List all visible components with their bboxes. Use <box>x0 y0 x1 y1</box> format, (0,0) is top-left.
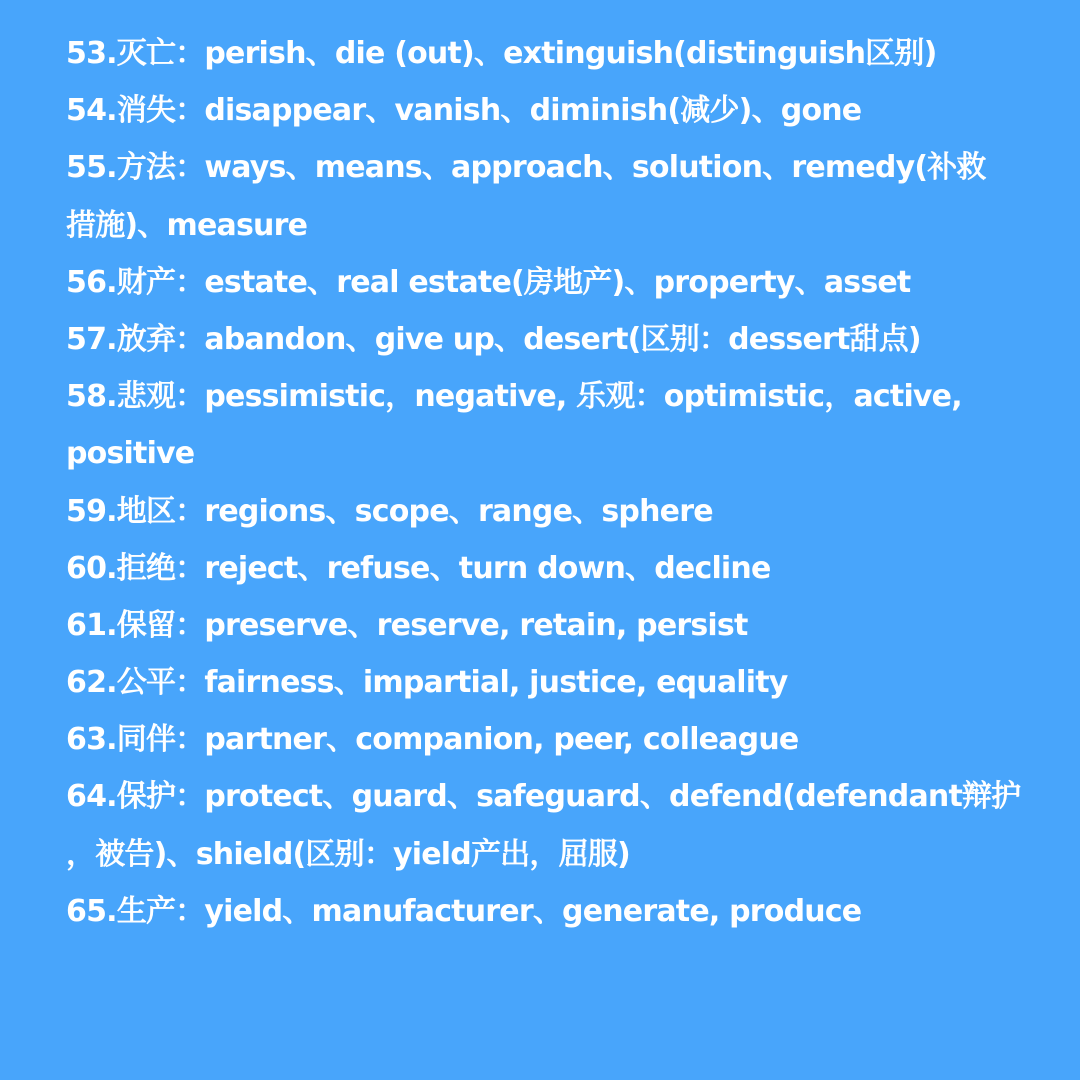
entry-55-line-2: 措施)、measure <box>66 207 308 243</box>
entry-64-line-1: 64.保护：protect、guard、safeguard、defend(defendant辩护 <box>66 779 1021 815</box>
entry-63-line: 63.同伴：partner、companion, peer, colleague <box>66 722 799 758</box>
entry-57-line: 57.放弃：abandon、give up、desert(区别：dessert甜点) <box>66 321 921 357</box>
entry-58-line-1: 58.悲观：pessimistic，negative, 乐观：optimistic，active, <box>66 379 962 415</box>
entry-62-line: 62.公平：fairness、impartial, justice, equality <box>66 665 788 701</box>
entry-60-line: 60.拒绝：reject、refuse、turn down、decline <box>66 550 771 586</box>
entry-56-line: 56.财产：estate、real estate(房地产)、property、asset <box>66 264 911 300</box>
entry-54-line: 54.消失：disappear、vanish、diminish(减少)、gone <box>66 93 862 129</box>
entry-61-line: 61.保留：preserve、reserve, retain, persist <box>66 607 748 643</box>
vocabulary-list <box>66 25 1030 940</box>
entry-65-line: 65.生产：yield、manufacturer、generate, produce <box>66 893 862 929</box>
entry-59-line: 59.地区：regions、scope、range、sphere <box>66 493 713 529</box>
entry-64-line-2: ，被告)、shield(区别：yield产出，屈服) <box>66 836 630 872</box>
entry-55-line-1: 55.方法：ways、means、approach、solution、remedy(补救 <box>66 150 986 186</box>
entry-53-line: 53.灭亡：perish、die (out)、extinguish(distinguish区别) <box>66 36 937 71</box>
entry-58-line-2: positive <box>66 436 195 472</box>
